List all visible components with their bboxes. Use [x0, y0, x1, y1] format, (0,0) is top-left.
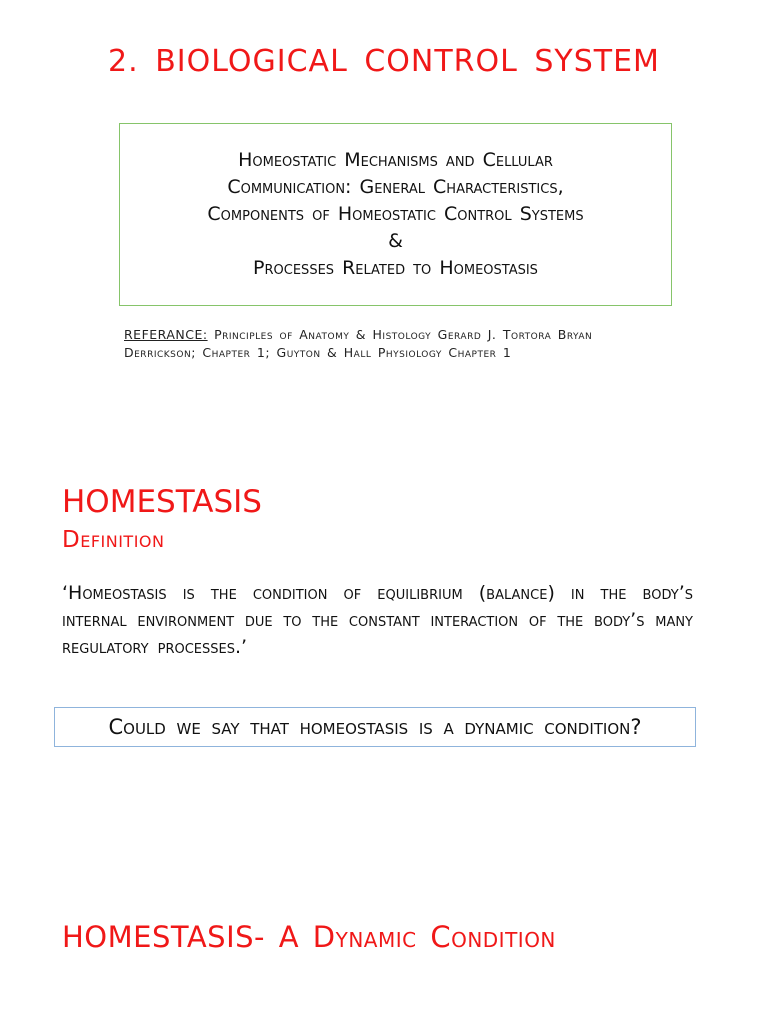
topic-line-3: Components of Homeostatic Control Systems [207, 203, 584, 225]
topic-line-1: Homeostatic Mechanisms and Cellular [238, 149, 553, 171]
section-heading-homestasis: HOMESTASIS [62, 484, 262, 520]
topic-line-5: Processes Related to Homeostasis [253, 257, 538, 279]
title-number: 2. [108, 44, 139, 79]
section-heading-dynamic-condition: HOMESTASIS- A Dynamic Condition [62, 920, 556, 954]
reference-line-2: Derrickson; Chapter 1; Guyton & Hall Physiology Chapter 1 [124, 345, 512, 360]
reference-label: REFERANCE: [124, 327, 208, 342]
page-title [0, 44, 768, 79]
title-text: BIOLOGICAL CONTROL SYSTEM [155, 44, 660, 79]
question-text: Could we say that homeostasis is a dynamic condition? [108, 715, 642, 739]
definition-text: ‘Homeostasis is the condition of equilibrium (balance) in the body’s internal environment due to the constant interaction of the body’s many regulatory processes.’ [62, 582, 693, 658]
reference-line-1: Principles of Anatomy & Histology Gerard J. Tortora Bryan [214, 327, 593, 342]
topic-box [119, 123, 672, 306]
topic-line-2: Communication: General Characteristics, [227, 176, 564, 198]
reference-note [124, 326, 664, 362]
topic-line-4: & [388, 230, 403, 252]
section-subheading-definition: Definition [62, 527, 165, 553]
